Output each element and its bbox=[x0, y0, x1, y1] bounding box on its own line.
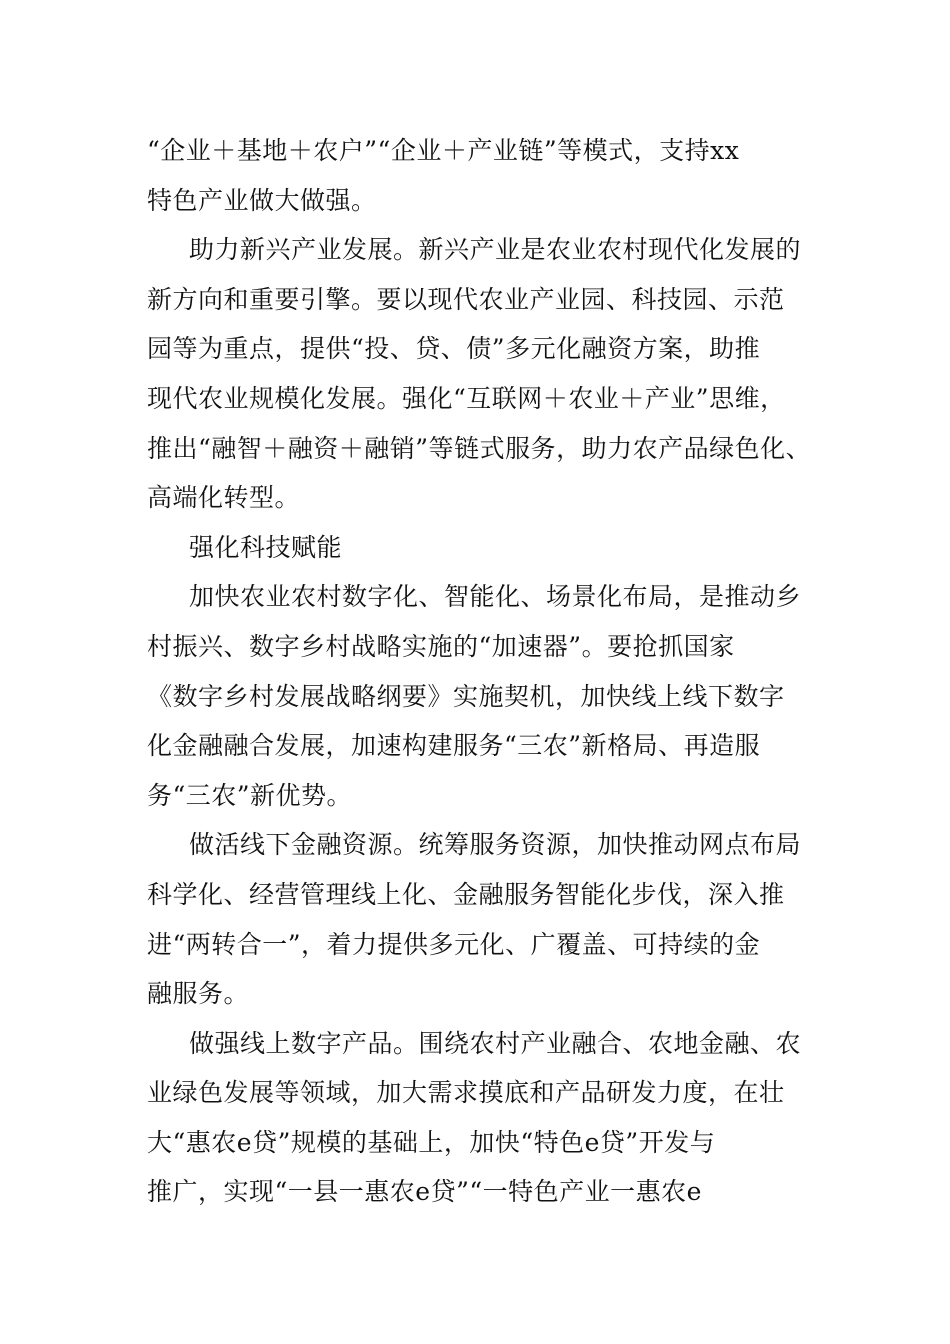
paragraph-start-line: 做强线上数字产品。围绕农村产业融合、农地金融、农 bbox=[189, 1028, 802, 1058]
section-heading: 强化科技赋能 bbox=[189, 532, 343, 562]
paragraph-start-line: 助力新兴产业发展。新兴产业是农业农村现代化发展的 bbox=[189, 235, 802, 265]
text-line: 大“惠农e贷”规模的基础上，加快“特色e贷”开发与 bbox=[147, 1127, 716, 1157]
text-line: 推广，实现“一县一惠农e贷”“一特色产业一惠农e bbox=[147, 1177, 702, 1207]
paragraph-start-line: 做活线下金融资源。统筹服务资源，加快推动网点布局 bbox=[189, 830, 802, 860]
text-line: 务“三农”新优势。 bbox=[147, 780, 353, 810]
text-line: 化金融融合发展，加速构建服务“三农”新格局、再造服 bbox=[147, 731, 761, 761]
text-line: 《数字乡村发展战略纲要》实施契机，加快线上线下数字 bbox=[147, 681, 785, 711]
text-line: 融服务。 bbox=[147, 979, 250, 1009]
text-line: 新方向和重要引擎。要以现代农业产业园、科技园、示范 bbox=[147, 284, 785, 314]
text-line: 现代农业规模化发展。强化“互联网＋农业＋产业”思维， bbox=[147, 383, 786, 413]
text-line: 特色产业做大做强。 bbox=[147, 185, 377, 215]
text-line: 进“两转合一”，着力提供多元化、广覆盖、可持续的金 bbox=[147, 929, 761, 959]
text-line: 业绿色发展等领域，加大需求摸底和产品研发力度，在壮 bbox=[147, 1078, 785, 1108]
document-body bbox=[147, 126, 823, 1217]
text-line: 园等为重点，提供“投、贷、债”多元化融资方案，助推 bbox=[147, 334, 761, 364]
paragraph-start-line: 加快农业农村数字化、智能化、场景化布局，是推动乡 bbox=[189, 582, 802, 612]
text-line: 科学化、经营管理线上化、金融服务智能化步伐，深入推 bbox=[147, 879, 785, 909]
text-line: “企业＋基地＋农户”“企业＋产业链”等模式，支持xx bbox=[147, 136, 740, 165]
text-line: 推出“融智＋融资＋融销”等链式服务，助力农产品绿色化、 bbox=[147, 433, 812, 463]
text-line: 高端化转型。 bbox=[147, 483, 301, 513]
text-line: 村振兴、数字乡村战略实施的“加速器”。要抢抓国家 bbox=[147, 631, 735, 661]
